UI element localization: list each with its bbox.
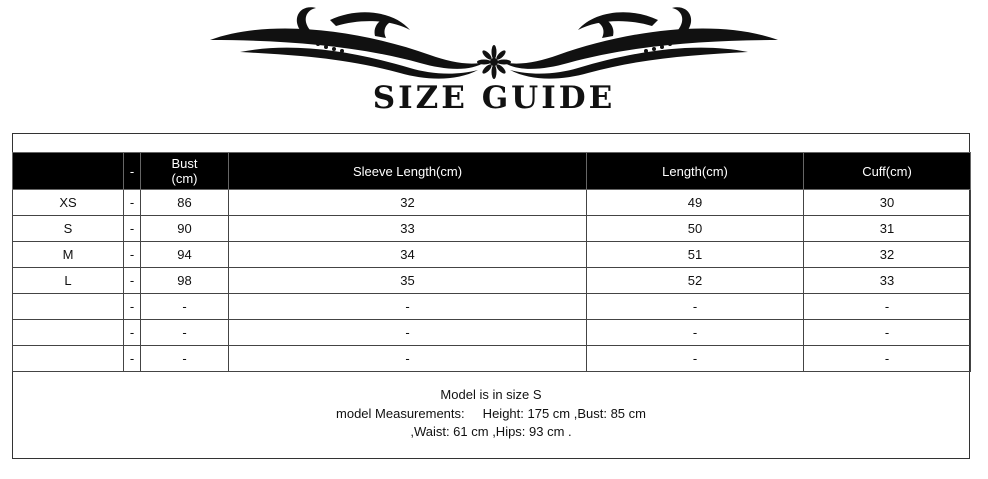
table-cell: -	[124, 294, 141, 320]
table-cell: M	[13, 242, 124, 268]
model-info-note	[13, 386, 969, 442]
column-header-cuff: Cuff(cm)	[804, 153, 971, 190]
column-header-length: Length(cm)	[587, 153, 804, 190]
table-cell: -	[124, 320, 141, 346]
table-row	[13, 242, 971, 268]
table-cell: 90	[141, 216, 229, 242]
table-cell: 32	[229, 190, 587, 216]
table-cell: L	[13, 268, 124, 294]
table-cell: -	[141, 320, 229, 346]
page-title: SIZE GUIDE	[372, 80, 616, 116]
column-header-bust: Bust (cm)	[141, 153, 229, 190]
table-cell: 98	[141, 268, 229, 294]
table-cell: -	[587, 320, 804, 346]
column-header-sleeve-length: Sleeve Length(cm)	[229, 153, 587, 190]
table-header-row	[13, 153, 971, 190]
table-cell: -	[124, 346, 141, 372]
table-cell: 52	[587, 268, 804, 294]
table-row	[13, 294, 971, 320]
table-cell: S	[13, 216, 124, 242]
table-cell: -	[124, 242, 141, 268]
table-cell: -	[124, 190, 141, 216]
size-table	[12, 152, 971, 372]
table-row	[13, 216, 971, 242]
table-cell	[13, 294, 124, 320]
table-cell: -	[141, 346, 229, 372]
table-cell: 31	[804, 216, 971, 242]
table-row	[13, 268, 971, 294]
model-measurements-text: model Measurements: Height: 175 cm ,Bust: 85 cm	[336, 405, 646, 421]
table-row	[13, 346, 971, 372]
table-row	[13, 190, 971, 216]
table-cell: 34	[229, 242, 587, 268]
table-cell: 51	[587, 242, 804, 268]
table-cell: 86	[141, 190, 229, 216]
table-cell	[13, 346, 124, 372]
table-cell: -	[124, 268, 141, 294]
table-cell: -	[587, 346, 804, 372]
table-cell: -	[804, 294, 971, 320]
column-header-size	[13, 153, 124, 190]
table-cell: 49	[587, 190, 804, 216]
table-cell: -	[229, 320, 587, 346]
model-size-text: Model is in size S	[440, 387, 542, 402]
table-cell: 33	[229, 216, 587, 242]
table-cell: -	[141, 294, 229, 320]
table-cell: 94	[141, 242, 229, 268]
table-cell: -	[229, 294, 587, 320]
table-cell: 33	[804, 268, 971, 294]
table-row	[13, 320, 971, 346]
table-cell	[13, 320, 124, 346]
table-cell: 35	[229, 268, 587, 294]
table-cell: -	[124, 216, 141, 242]
table-cell: 50	[587, 216, 804, 242]
flourish-ornament-icon	[0, 0, 988, 90]
table-cell: 32	[804, 242, 971, 268]
table-cell: -	[229, 346, 587, 372]
table-cell: -	[587, 294, 804, 320]
size-guide-banner	[0, 0, 988, 125]
table-cell: -	[804, 346, 971, 372]
model-measurements-text-cont: ,Waist: 61 cm ,Hips: 93 cm .	[410, 424, 572, 439]
column-header-dash: -	[124, 153, 141, 190]
table-cell: XS	[13, 190, 124, 216]
table-cell: 30	[804, 190, 971, 216]
table-cell: -	[804, 320, 971, 346]
